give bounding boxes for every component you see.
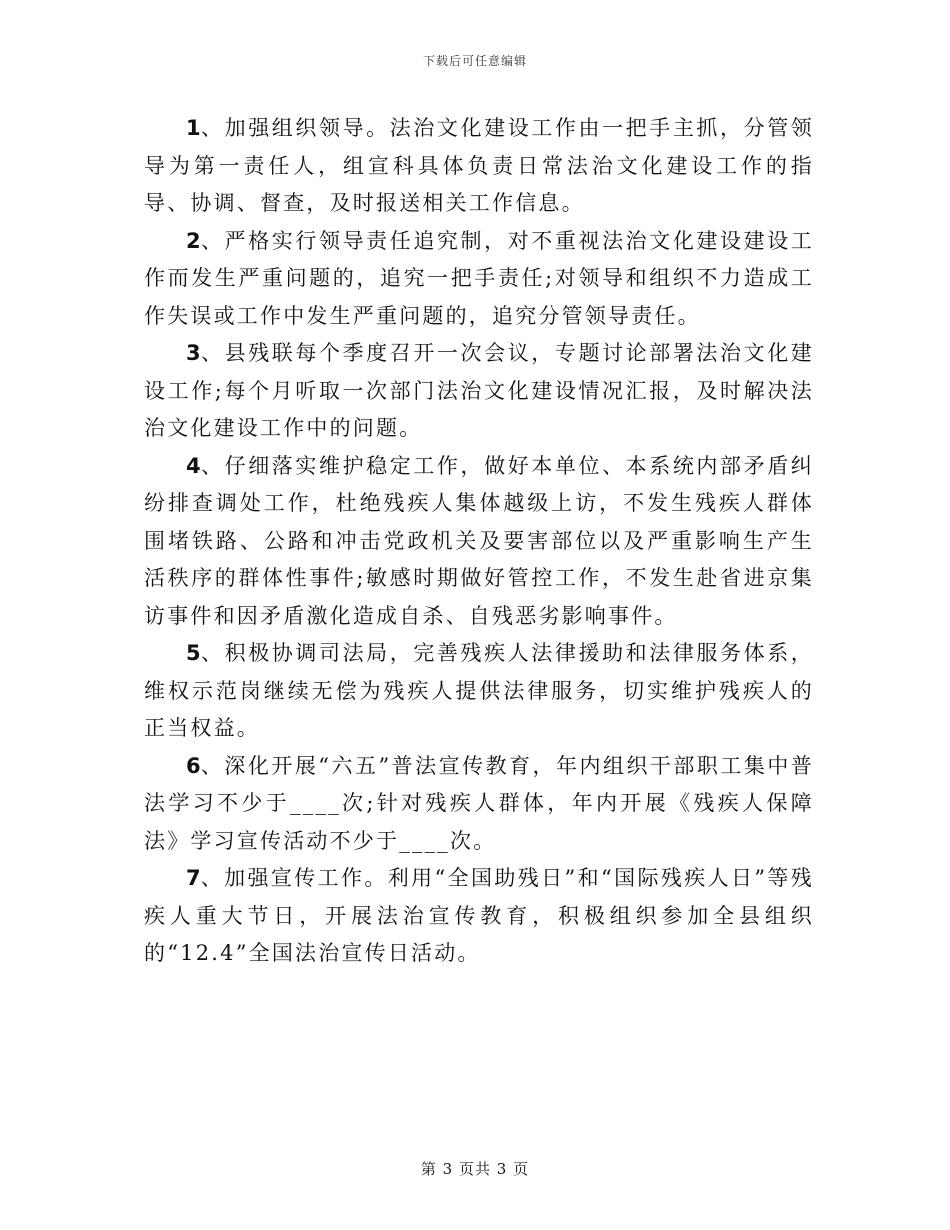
paragraph-text: 、严格实行领导责任追究制，对不重视法治文化建设建设工作而发生严重问题的，追究一把手责任;对领导和组织不力造成工作失误或工作中发生严重问题的，追究分管领导责任。 — [144, 228, 814, 328]
paragraph-2 — [144, 223, 814, 336]
paragraph-text: 、加强宣传工作。利用“全国助残日”和“国际残疾人日”等残疾人重大节日，开展法治宣传教育，积极组织参加全县组织的“12.4”全国法治宣传日活动。 — [144, 866, 814, 965]
paragraph-text: 、深化开展“六五”普法宣传教育，年内组织干部职工集中普法学习不少于____次;针对残疾人群体，年内开展《残疾人保障法》学习宣传活动不少于____次。 — [144, 753, 814, 853]
paragraph-1 — [144, 110, 814, 223]
paragraph-3 — [144, 335, 814, 448]
paragraph-5 — [144, 635, 814, 748]
paragraph-number: 2 — [186, 228, 201, 253]
paragraph-number: 6 — [186, 753, 201, 778]
document-body — [144, 110, 814, 973]
paragraph-text: 、加强组织领导。法治文化建设工作由一把手主抓，分管领导为第一责任人，组宣科具体负责日常法治文化建设工作的指导、协调、督查，及时报送相关工作信息。 — [144, 116, 814, 215]
paragraph-number: 3 — [186, 341, 201, 365]
paragraph-4 — [144, 448, 814, 636]
paragraph-6 — [144, 748, 814, 861]
paragraph-text: 、积极协调司法局，完善残疾人法律援助和法律服务体系，维权示范岗继续无偿为残疾人提供法律服务，切实维护残疾人的正当权益。 — [144, 641, 814, 740]
page-footer: 第 3 页共 3 页 — [420, 1160, 530, 1178]
paragraph-text: 、仔细落实维护稳定工作，做好本单位、本系统内部矛盾纠纷排查调处工作，杜绝残疾人集体越级上访，不发生残疾人群体围堵铁路、公路和冲击党政机关及要害部位以及严重影响生产生活秩序的群体性事件;敏感时期做好管控工作，不发生赴省进京集访事件和因矛盾激化造成自杀、自残恶劣影响事件。 — [144, 453, 814, 628]
paragraph-7 — [144, 860, 814, 973]
paragraph-number: 4 — [186, 453, 201, 478]
paragraph-number: 1 — [186, 116, 201, 140]
page-header: 下载后可任意编辑 — [422, 54, 527, 68]
paragraph-number: 5 — [186, 641, 201, 665]
paragraph-number: 7 — [186, 866, 201, 890]
paragraph-text: 、县残联每个季度召开一次会议，专题讨论部署法治文化建设工作;每个月听取一次部门法治文化建设情况汇报，及时解决法治文化建设工作中的问题。 — [144, 341, 814, 440]
